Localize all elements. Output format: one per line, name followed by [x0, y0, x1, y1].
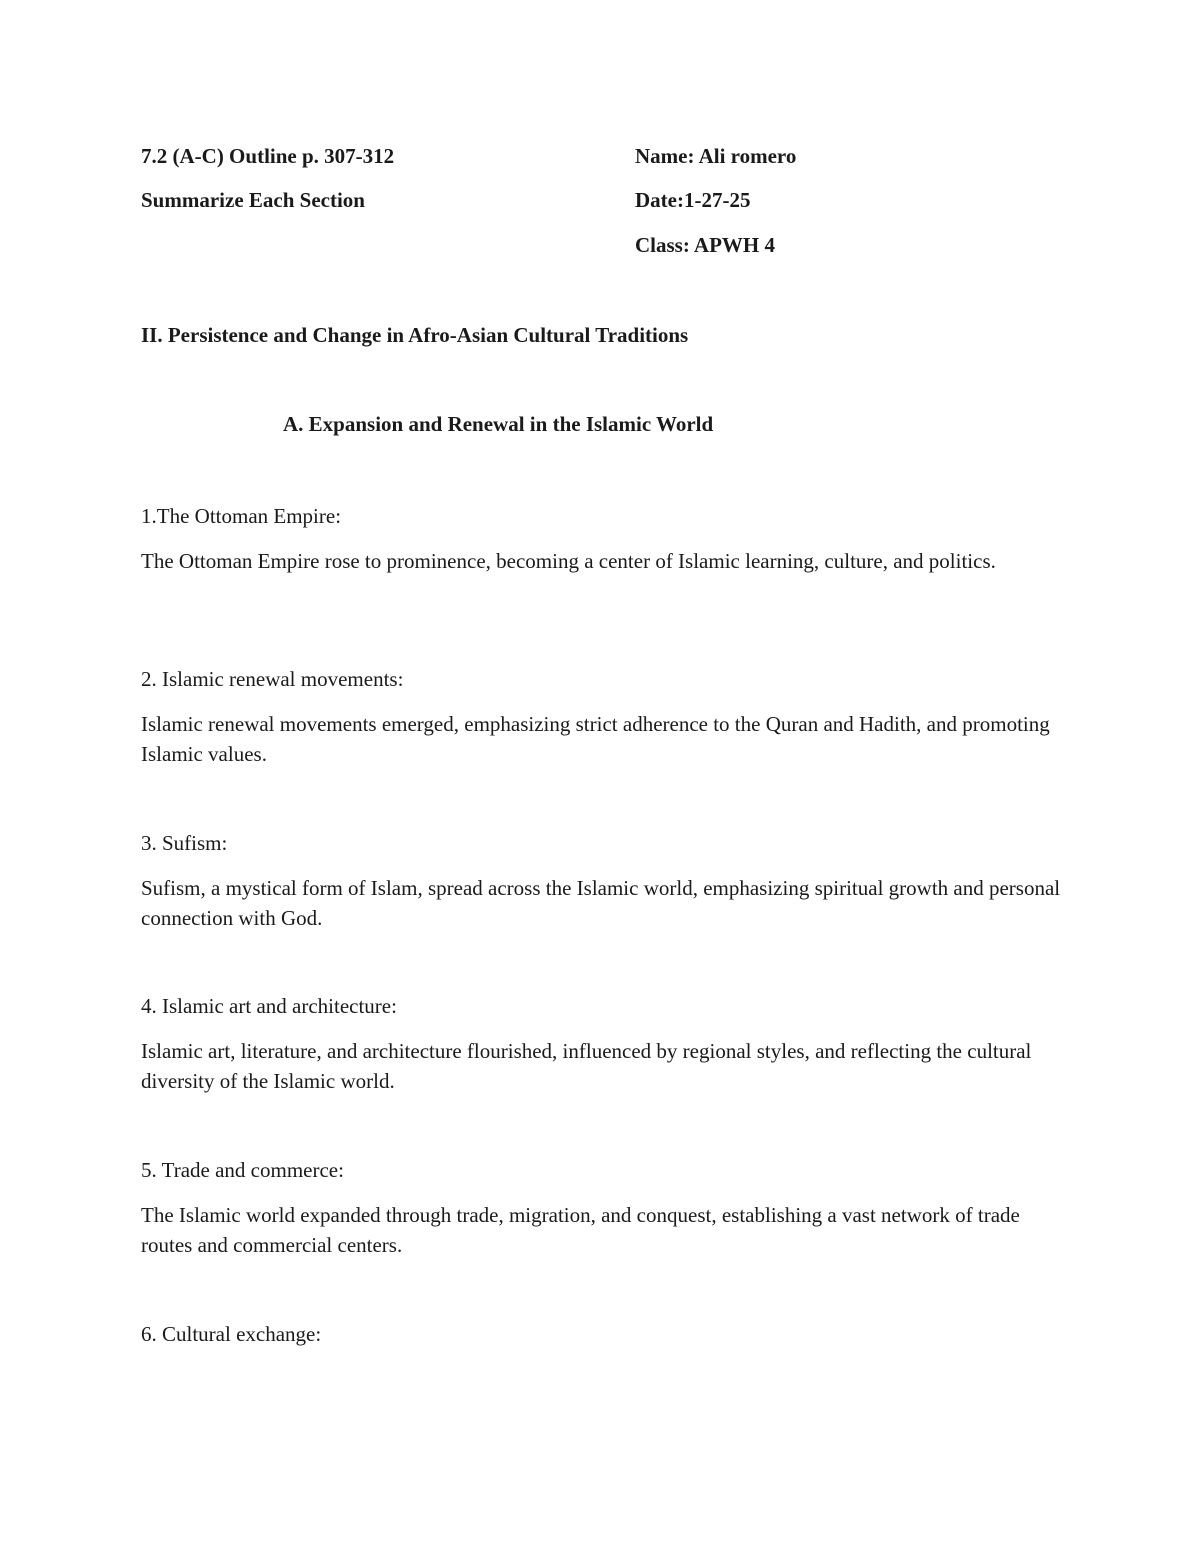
assignment-title: 7.2 (A-C) Outline p. 307-312 [141, 144, 395, 168]
item-summary: Sufism, a mystical form of Islam, spread across the Islamic world, emphasizing spiritual growth and personal connection with God. [141, 876, 1061, 930]
item-heading: 2. Islamic renewal movements: [141, 667, 404, 691]
outline-item [141, 669, 1071, 769]
item-heading: 3. Sufism: [141, 831, 228, 855]
outline-item [141, 996, 1071, 1096]
item-heading: 6. Cultural exchange: [141, 1322, 322, 1346]
assignment-instruction: Summarize Each Section [141, 188, 365, 212]
item-summary: The Islamic world expanded through trade, migration, and conquest, establishing a vast network of trade routes and commercial centers. [141, 1203, 1020, 1257]
item-heading: 4. Islamic art and architecture: [141, 994, 397, 1018]
outline-item [141, 833, 1071, 933]
outline-item [141, 1324, 1071, 1345]
outline-item [141, 506, 1071, 576]
section-title: II. Persistence and Change in Afro-Asian Cultural Traditions [141, 323, 689, 347]
item-heading: 5. Trade and commerce: [141, 1158, 344, 1182]
outline-item [141, 1160, 1071, 1260]
item-summary: Islamic art, literature, and architecture flourished, influenced by regional styles, and reflecting the cultural diversity of the Islamic world. [141, 1039, 1032, 1093]
item-summary: The Ottoman Empire rose to prominence, becoming a center of Islamic learning, culture, and politics. [141, 549, 996, 573]
item-heading: 1.The Ottoman Empire: [141, 504, 342, 528]
student-name: Name: Ali romero [635, 144, 797, 168]
class-label: Class: APWH 4 [635, 233, 776, 257]
item-summary: Islamic renewal movements emerged, emphasizing strict adherence to the Quran and Hadith, and promoting Islamic values. [141, 712, 1050, 766]
assignment-date: Date:1-27-25 [635, 188, 751, 212]
subsection-title: A. Expansion and Renewal in the Islamic World [283, 412, 714, 436]
